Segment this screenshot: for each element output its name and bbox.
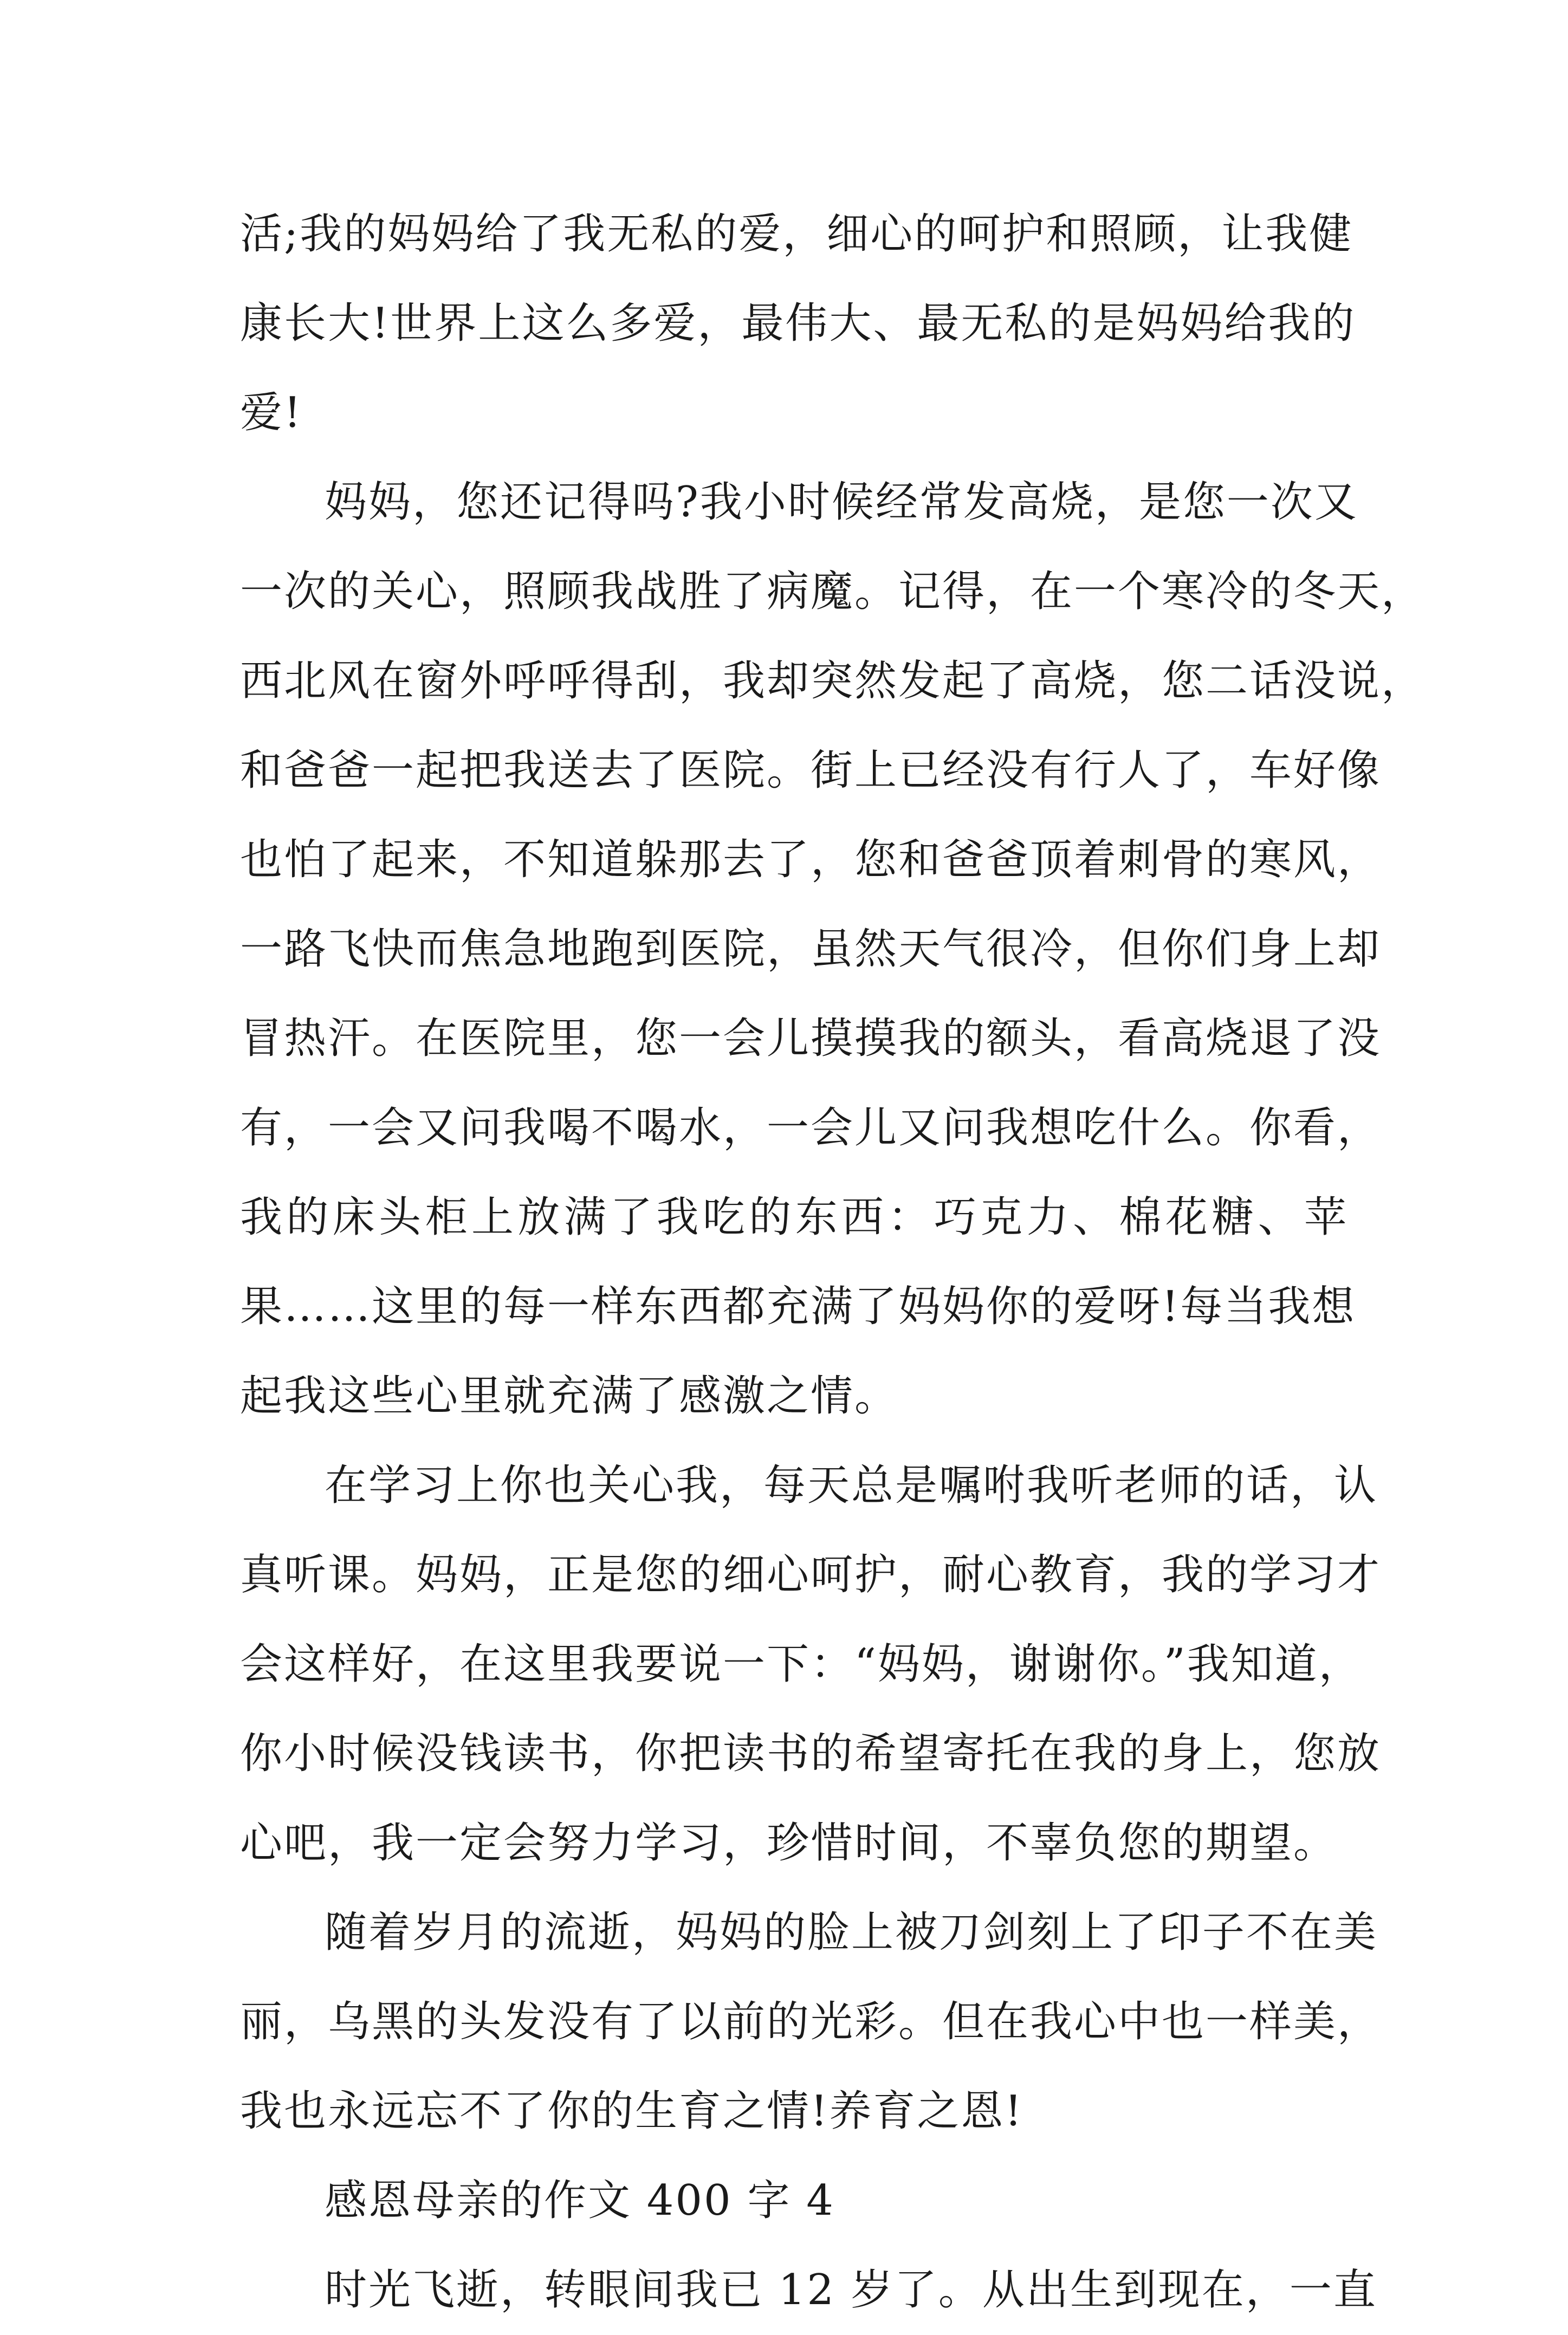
text-line: 会这样好，在这里我要说一下：“妈妈，谢谢你。”我知道， (240, 1640, 1363, 1689)
text-line: 时光飞逝，转眼间我已 12 岁了。从出生到现在，一直 (325, 2266, 1377, 2314)
paragraph (240, 190, 1356, 458)
text-line: 爱! (240, 388, 303, 437)
paragraph (240, 458, 1426, 1441)
text-line: 真听课。妈妈，正是您的细心呵护，耐心教育，我的学习才 (240, 1551, 1382, 1599)
text-line: 一路飞快而焦急地跑到医院，虽然天气很冷，但你们身上却 (240, 925, 1382, 974)
text-line: 西北风在窗外呼呼得刮，我却突然发起了高烧，您二话没说， (240, 657, 1426, 705)
text-line: 起我这些心里就充满了感激之情。 (240, 1372, 899, 1421)
text-line: 也怕了起来，不知道躲那去了，您和爸爸顶着刺骨的寒风， (240, 835, 1382, 884)
paragraph (240, 2246, 1377, 2335)
text-line: 在学习上你也关心我，每天总是嘱咐我听老师的话，认 (325, 1461, 1378, 1510)
text-line: 冒热汗。在医院里，您一会儿摸摸我的额头，看高烧退了没 (240, 1014, 1382, 1063)
text-line: 果……这里的每一样东西都充满了妈妈你的爱呀!每当我想 (240, 1282, 1356, 1331)
text-line: 和爸爸一起把我送去了医院。街上已经没有行人了，车好像 (240, 746, 1382, 795)
section-heading: 感恩母亲的作文 400 字 4 (325, 2176, 835, 2225)
text-line: 活;我的妈妈给了我无私的爱，细心的呵护和照顾，让我健 (240, 210, 1353, 258)
text-line: 有，一会又问我喝不喝水，一会儿又问我想吃什么。你看， (240, 1104, 1382, 1152)
text-line: 我的床头柜上放满了我吃的东西：巧克力、棉花糖、苹 (240, 1193, 1348, 1242)
text-line: 我也永远忘不了你的生育之情!养育之恩! (240, 2087, 1023, 2136)
text-line: 心吧，我一定会努力学习，珍惜时间，不辜负您的期望。 (240, 1819, 1338, 1867)
text-line: 妈妈，您还记得吗?我小时候经常发高烧，是您一次又 (325, 478, 1358, 527)
text-line: 随着岁月的流逝，妈妈的脸上被刀剑刻上了印子不在美 (325, 1908, 1378, 1957)
text-line: 一次的关心，照顾我战胜了病魔。记得，在一个寒冷的冬天， (240, 567, 1426, 616)
text-line: 丽，乌黑的头发没有了以前的光彩。但在我心中也一样美， (240, 1997, 1382, 2046)
text-line: 你小时候没钱读书，你把读书的希望寄托在我的身上，您放 (240, 1729, 1382, 1778)
paragraph (240, 1888, 1382, 2156)
text-line: 康长大!世界上这么多爱，最伟大、最无私的是妈妈给我的 (240, 299, 1356, 348)
paragraph (240, 1441, 1382, 1888)
document-body (240, 190, 1426, 2335)
